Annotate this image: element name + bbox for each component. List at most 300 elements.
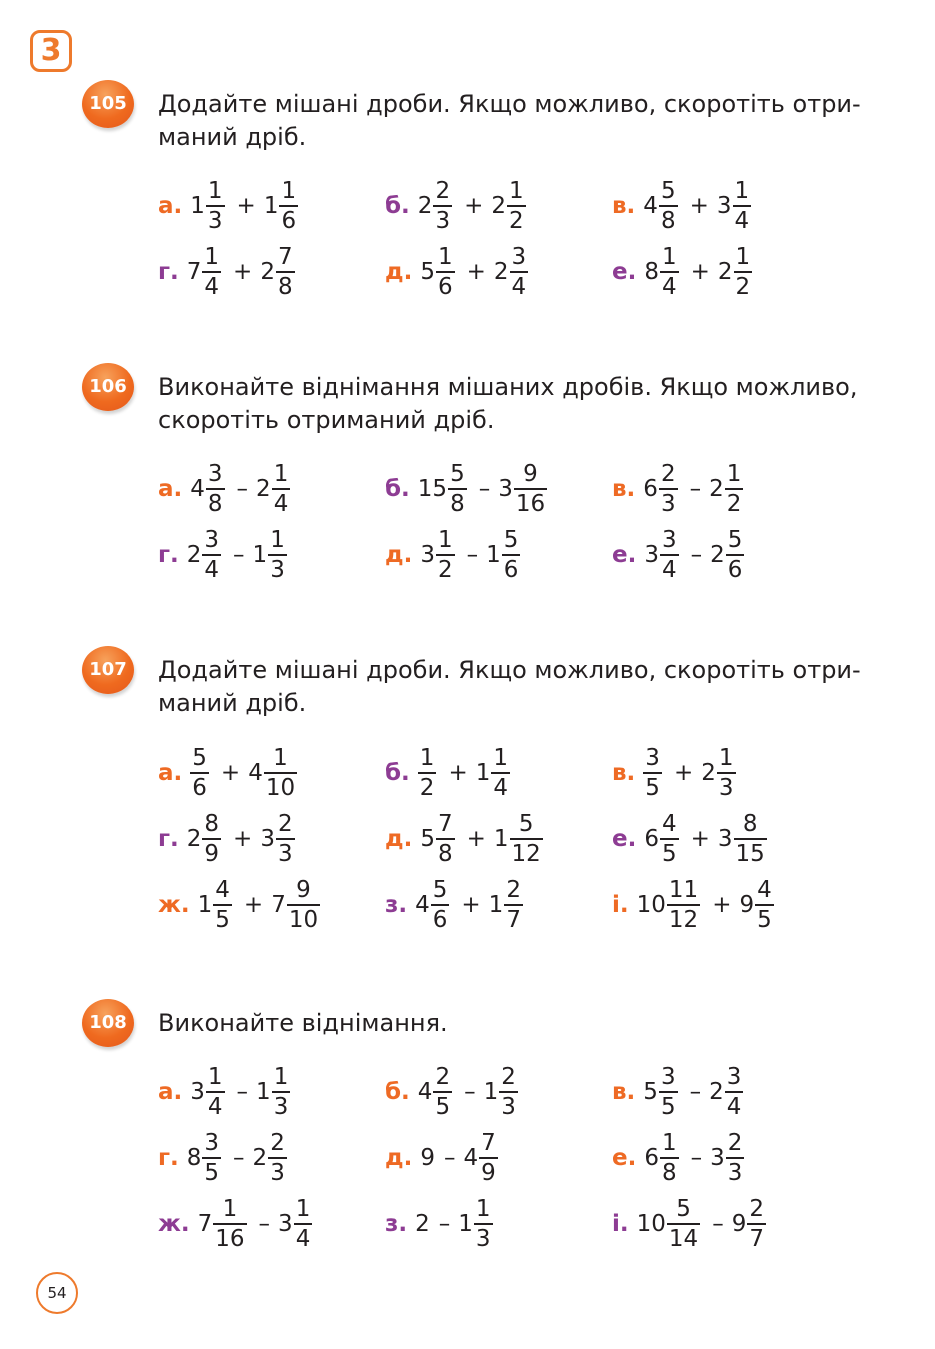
whole-part: 3 <box>420 542 435 568</box>
fraction <box>491 745 510 801</box>
numerator: 1 <box>475 1196 491 1222</box>
whole-part: 9 <box>731 1211 747 1237</box>
exercise-label: в. <box>612 476 636 502</box>
whole-part: 2 <box>709 1079 724 1105</box>
exercise-item <box>612 1196 770 1252</box>
exercise-item <box>612 745 740 801</box>
denominator: 15 <box>734 838 767 867</box>
fraction <box>514 461 547 517</box>
numerator: 2 <box>270 1130 285 1156</box>
exercise-item <box>385 178 530 234</box>
fraction <box>202 811 221 867</box>
denominator: 4 <box>294 1223 313 1252</box>
denominator: 5 <box>213 904 232 933</box>
exercise-item <box>158 1196 316 1252</box>
numerator: 2 <box>506 877 521 903</box>
numerator: 3 <box>207 461 223 487</box>
whole-part: 2 <box>252 1145 268 1171</box>
exercise-label: б. <box>385 760 410 786</box>
exercise-label: а. <box>158 1079 183 1105</box>
denominator: 8 <box>448 488 467 517</box>
denominator: 3 <box>474 1223 493 1252</box>
whole-part: 2 <box>415 1211 430 1237</box>
fraction <box>431 877 450 933</box>
whole-part: 2 <box>491 193 506 219</box>
numerator: 9 <box>523 461 538 487</box>
whole-part: 7 <box>271 892 286 918</box>
numerator: 1 <box>726 461 742 487</box>
denominator: 5 <box>643 772 662 801</box>
operator: – <box>438 1211 451 1237</box>
fraction <box>213 877 232 933</box>
denominator: 14 <box>667 1223 700 1252</box>
exercise-item <box>612 178 755 234</box>
denominator: 12 <box>510 838 543 867</box>
fraction <box>734 811 767 867</box>
exercise-item <box>158 745 301 801</box>
denominator: 2 <box>436 554 455 583</box>
operator: + <box>712 892 732 918</box>
numerator: 1 <box>207 178 223 204</box>
exercise-item <box>612 811 771 867</box>
whole-part: 5 <box>643 1079 658 1105</box>
chapter-number: 3 <box>30 30 72 72</box>
fraction <box>213 1196 246 1252</box>
operator: – <box>233 542 245 568</box>
whole-part: 6 <box>644 1145 659 1171</box>
exercise-item <box>385 877 527 933</box>
whole-part: 3 <box>278 1211 293 1237</box>
exercise-label: і. <box>612 1211 629 1237</box>
numerator: 3 <box>645 745 660 771</box>
numerator: 1 <box>718 745 734 771</box>
denominator: 3 <box>499 1091 518 1120</box>
numerator: 2 <box>727 1130 743 1156</box>
whole-part: 8 <box>186 1145 202 1171</box>
exercise-label: ж. <box>158 892 190 918</box>
exercise-item <box>385 811 547 867</box>
whole-part: 3 <box>710 1145 725 1171</box>
fraction <box>643 745 662 801</box>
numerator: 3 <box>660 1064 676 1090</box>
exercise-label: д. <box>385 1145 413 1171</box>
exercise-label: а. <box>158 476 183 502</box>
whole-part: 3 <box>644 542 659 568</box>
whole-part: 7 <box>186 259 202 285</box>
numerator: 3 <box>511 244 527 270</box>
exercise-label: г. <box>158 1145 179 1171</box>
numerator: 1 <box>270 527 285 553</box>
whole-part: 4 <box>643 193 658 219</box>
denominator: 4 <box>272 488 291 517</box>
exercise-item <box>158 877 324 933</box>
whole-part: 2 <box>710 542 725 568</box>
fraction <box>660 1130 679 1186</box>
numerator: 5 <box>450 461 465 487</box>
denominator: 6 <box>190 772 209 801</box>
exercise-item <box>385 244 532 300</box>
fraction <box>755 877 774 933</box>
numerator: 1 <box>273 745 288 771</box>
whole-part: 5 <box>420 826 435 852</box>
fraction <box>264 745 297 801</box>
denominator: 6 <box>431 904 450 933</box>
fraction <box>287 877 320 933</box>
fraction <box>206 1064 225 1120</box>
numerator: 4 <box>757 877 772 903</box>
numerator: 3 <box>726 1064 742 1090</box>
operator: + <box>466 259 486 285</box>
fraction <box>747 1196 766 1252</box>
numerator: 5 <box>192 745 207 771</box>
exercise-label: е. <box>612 1145 637 1171</box>
denominator: 8 <box>659 205 678 234</box>
operator: + <box>448 760 468 786</box>
whole-part: 4 <box>415 892 430 918</box>
whole-part: 1 <box>475 760 491 786</box>
operator: – <box>466 542 479 568</box>
fraction <box>499 1064 518 1120</box>
whole-part: 1 <box>483 1079 499 1105</box>
numerator: 7 <box>277 244 293 270</box>
denominator: 6 <box>502 554 521 583</box>
task-number-badge: 105 <box>82 80 134 128</box>
operator: – <box>712 1211 724 1237</box>
fraction <box>725 461 744 517</box>
fraction <box>660 244 679 300</box>
whole-part: 10 <box>636 1211 666 1237</box>
exercise-label: д. <box>385 826 413 852</box>
task-instruction: Виконайте віднімання. <box>158 1009 448 1037</box>
operator: + <box>220 760 241 786</box>
fraction <box>660 527 679 583</box>
fraction <box>659 461 678 517</box>
denominator: 8 <box>660 1157 679 1186</box>
whole-part: 4 <box>190 476 205 502</box>
fraction <box>717 745 736 801</box>
numerator: 1 <box>204 244 220 270</box>
whole-part: 4 <box>417 1079 433 1105</box>
denominator: 4 <box>725 1091 744 1120</box>
exercise-item <box>385 1130 502 1186</box>
operator: + <box>461 892 481 918</box>
whole-part: 1 <box>256 1079 271 1105</box>
operator: – <box>443 1145 456 1171</box>
denominator: 4 <box>733 205 752 234</box>
whole-part: 6 <box>643 476 658 502</box>
denominator: 6 <box>726 554 745 583</box>
operator: + <box>690 259 710 285</box>
denominator: 5 <box>202 1157 221 1186</box>
exercise-label: д. <box>385 542 413 568</box>
whole-part: 6 <box>644 826 659 852</box>
operator: – <box>233 1145 245 1171</box>
operator: + <box>690 826 710 852</box>
fraction <box>448 461 467 517</box>
fraction <box>268 1130 287 1186</box>
denominator: 2 <box>507 205 526 234</box>
operator: – <box>236 476 249 502</box>
whole-part: 15 <box>417 476 448 502</box>
denominator: 3 <box>268 1157 287 1186</box>
numerator: 5 <box>660 178 676 204</box>
fraction <box>659 1064 678 1120</box>
exercise-item <box>385 461 551 517</box>
denominator: 5 <box>755 904 774 933</box>
fraction <box>510 244 529 300</box>
numerator: 2 <box>435 178 451 204</box>
operator: + <box>236 193 256 219</box>
denominator: 9 <box>202 838 221 867</box>
fraction <box>276 811 295 867</box>
numerator: 1 <box>419 745 435 771</box>
fraction <box>479 1130 498 1186</box>
numerator: 2 <box>435 1064 451 1090</box>
operator: – <box>690 1145 703 1171</box>
whole-part: 2 <box>186 826 202 852</box>
denominator: 3 <box>433 205 452 234</box>
exercise-label: в. <box>612 760 636 786</box>
fraction <box>433 178 452 234</box>
numerator: 2 <box>749 1196 764 1222</box>
numerator: 1 <box>509 178 524 204</box>
whole-part: 1 <box>263 193 279 219</box>
denominator: 5 <box>660 838 679 867</box>
whole-part: 2 <box>717 259 733 285</box>
exercise-item <box>158 178 302 234</box>
numerator: 8 <box>742 811 758 837</box>
fraction <box>202 244 221 300</box>
numerator: 2 <box>277 811 293 837</box>
exercise-label: в. <box>612 1079 636 1105</box>
fraction <box>436 811 455 867</box>
fraction <box>202 1130 221 1186</box>
fraction <box>726 1130 745 1186</box>
numerator: 1 <box>273 1064 289 1090</box>
exercise-label: г. <box>158 826 179 852</box>
denominator: 8 <box>436 838 455 867</box>
fraction <box>725 1064 744 1120</box>
denominator: 3 <box>659 488 678 517</box>
operator: – <box>690 542 703 568</box>
denominator: 3 <box>276 838 295 867</box>
fraction <box>433 1064 452 1120</box>
page-number: 54 <box>36 1272 78 1314</box>
exercise-item <box>158 244 299 300</box>
fraction <box>667 1196 700 1252</box>
numerator: 3 <box>204 527 220 553</box>
denominator: 16 <box>213 1223 246 1252</box>
fraction <box>507 178 526 234</box>
operator: + <box>689 193 709 219</box>
numerator: 5 <box>503 527 519 553</box>
whole-part: 1 <box>486 542 501 568</box>
numerator: 4 <box>661 811 677 837</box>
fraction <box>436 527 455 583</box>
denominator: 16 <box>514 488 547 517</box>
whole-part: 9 <box>739 892 755 918</box>
numerator: 1 <box>735 244 751 270</box>
whole-part: 3 <box>260 826 275 852</box>
fraction <box>734 244 753 300</box>
denominator: 10 <box>287 904 320 933</box>
denominator: 6 <box>436 271 455 300</box>
whole-part: 1 <box>252 542 268 568</box>
exercise-label: ж. <box>158 1211 190 1237</box>
numerator: 1 <box>207 1064 223 1090</box>
whole-part: 9 <box>420 1145 435 1171</box>
numerator: 4 <box>215 877 230 903</box>
numerator: 2 <box>501 1064 516 1090</box>
numerator: 3 <box>204 1130 220 1156</box>
denominator: 3 <box>717 772 736 801</box>
denominator: 3 <box>272 1091 291 1120</box>
exercise-label: а. <box>158 760 183 786</box>
task-instruction: Додайте мішані дроби. Якщо можливо, скоротіть отри-маний дріб. <box>158 656 861 717</box>
fraction <box>667 877 700 933</box>
whole-part: 1 <box>190 193 205 219</box>
numerator: 11 <box>668 877 699 903</box>
numerator: 1 <box>222 1196 238 1222</box>
denominator: 4 <box>206 1091 225 1120</box>
numerator: 7 <box>437 811 453 837</box>
operator: – <box>236 1079 249 1105</box>
numerator: 1 <box>281 178 297 204</box>
exercise-label: д. <box>385 259 413 285</box>
exercise-item <box>158 461 294 517</box>
denominator: 2 <box>734 271 753 300</box>
fraction <box>279 178 298 234</box>
exercise-label: б. <box>385 476 410 502</box>
fraction <box>272 1064 291 1120</box>
fraction <box>272 461 291 517</box>
whole-part: 2 <box>701 760 716 786</box>
numerator: 1 <box>493 745 508 771</box>
denominator: 8 <box>206 488 225 517</box>
denominator: 4 <box>491 772 510 801</box>
denominator: 10 <box>264 772 297 801</box>
fraction <box>660 811 679 867</box>
task-number-badge: 107 <box>82 646 134 694</box>
operator: + <box>233 826 253 852</box>
numerator: 8 <box>204 811 220 837</box>
whole-part: 2 <box>709 476 724 502</box>
whole-part: 1 <box>458 1211 473 1237</box>
numerator: 5 <box>727 527 743 553</box>
fraction <box>733 178 752 234</box>
numerator: 1 <box>661 244 677 270</box>
operator: + <box>464 193 484 219</box>
operator: – <box>464 1079 476 1105</box>
whole-part: 3 <box>716 193 732 219</box>
exercise-item <box>612 1064 747 1120</box>
whole-part: 10 <box>636 892 666 918</box>
whole-part: 4 <box>463 1145 479 1171</box>
numerator: 1 <box>437 527 453 553</box>
exercise-label: г. <box>158 259 179 285</box>
whole-part: 3 <box>717 826 733 852</box>
fraction <box>190 745 209 801</box>
operator: – <box>258 1211 271 1237</box>
numerator: 1 <box>295 1196 311 1222</box>
exercise-item <box>158 1064 294 1120</box>
task-instruction: Додайте мішані дроби. Якщо можливо, скоротіть отри-маний дріб. <box>158 90 861 151</box>
fraction <box>510 811 543 867</box>
fraction <box>206 461 225 517</box>
whole-part: 2 <box>186 542 202 568</box>
denominator: 4 <box>202 554 221 583</box>
denominator: 5 <box>659 1091 678 1120</box>
fraction <box>268 527 287 583</box>
fraction <box>726 527 745 583</box>
whole-part: 5 <box>420 259 435 285</box>
exercise-label: е. <box>612 542 637 568</box>
exercise-label: з. <box>385 1211 408 1237</box>
denominator: 2 <box>418 772 437 801</box>
fraction <box>502 527 521 583</box>
operator: – <box>689 476 702 502</box>
whole-part: 2 <box>493 259 509 285</box>
numerator: 2 <box>660 461 676 487</box>
denominator: 3 <box>726 1157 745 1186</box>
fraction <box>206 178 225 234</box>
exercise-item <box>612 461 747 517</box>
exercise-item <box>158 811 299 867</box>
numerator: 7 <box>481 1130 496 1156</box>
denominator: 8 <box>276 271 295 300</box>
exercise-label: і. <box>612 892 629 918</box>
task-number-badge: 108 <box>82 999 134 1047</box>
denominator: 4 <box>202 271 221 300</box>
numerator: 1 <box>437 244 453 270</box>
denominator: 12 <box>667 904 700 933</box>
operator: + <box>233 259 253 285</box>
exercise-item <box>158 1130 291 1186</box>
whole-part: 1 <box>197 892 213 918</box>
exercise-item <box>612 877 778 933</box>
denominator: 7 <box>504 904 523 933</box>
exercise-label: г. <box>158 542 179 568</box>
numerator: 1 <box>661 1130 677 1156</box>
exercise-item <box>385 745 514 801</box>
whole-part: 4 <box>248 760 263 786</box>
exercise-label: б. <box>385 193 410 219</box>
task-instruction: Виконайте віднімання мішаних дробів. Якщо можливо, скоротіть отриманий дріб. <box>158 373 858 434</box>
denominator: 4 <box>510 271 529 300</box>
exercise-item <box>385 1196 497 1252</box>
exercise-item <box>612 244 756 300</box>
fraction <box>504 877 523 933</box>
operator: + <box>673 760 694 786</box>
numerator: 1 <box>273 461 289 487</box>
denominator: 2 <box>725 488 744 517</box>
whole-part: 2 <box>417 193 433 219</box>
operator: + <box>243 892 264 918</box>
whole-part: 3 <box>498 476 513 502</box>
fraction <box>294 1196 313 1252</box>
whole-part: 1 <box>488 892 504 918</box>
fraction <box>436 244 455 300</box>
denominator: 4 <box>660 271 679 300</box>
whole-part: 3 <box>190 1079 205 1105</box>
whole-part: 2 <box>260 259 275 285</box>
fraction <box>202 527 221 583</box>
exercise-label: а. <box>158 193 183 219</box>
denominator: 7 <box>747 1223 766 1252</box>
denominator: 9 <box>479 1157 498 1186</box>
exercise-item <box>385 1064 522 1120</box>
denominator: 3 <box>268 554 287 583</box>
